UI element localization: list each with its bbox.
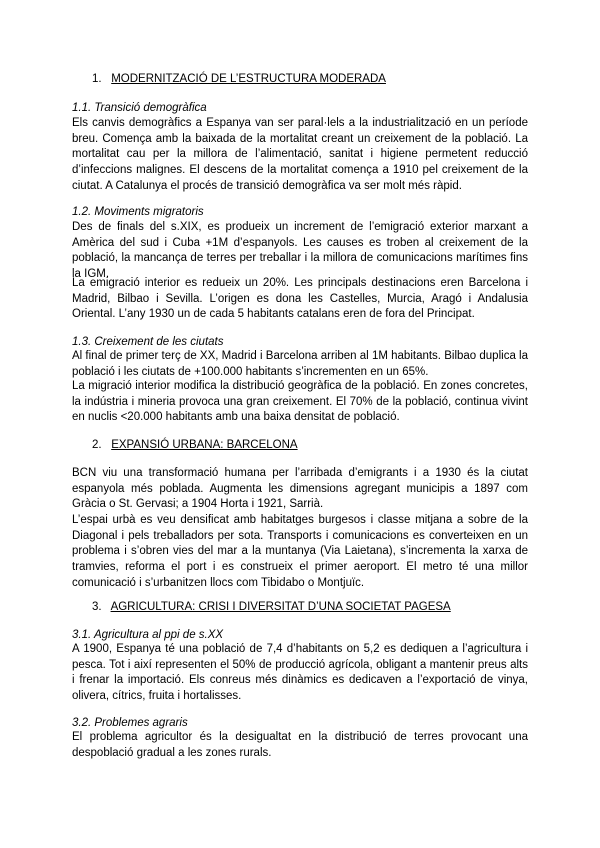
paragraph: Al final de primer terç de XX, Madrid i Barcelona arriben al 1M habitants. Bilbao duplica la població i les ciutats de +100.000 habitants s’incrementen en un 65%. <box>72 350 528 378</box>
section-number: 2. <box>92 439 102 451</box>
paragraph: La emigració interior es redueix un 20%. Les principals destinacions eren Barcelona i Madrid, Bilbao i Sevilla. L’origen es dona les Castelles, Murcia, Aragó i Andalusia Oriental. L’any 1930 un de cada 5 habitants catalans eren de fora del Principat. <box>72 277 528 321</box>
section-title: AGRICULTURA: CRISI I DIVERSITAT D’UNA SOCIETAT PAGESA <box>110 601 451 613</box>
section-title: MODERNITZACIÓ DE L’ESTRUCTURA MODERADA <box>111 73 386 85</box>
section-number: 3. <box>92 601 102 613</box>
subheading-3-1: 3.1. Agricultura al ppi de s.XX <box>72 629 224 641</box>
section-heading-2 <box>92 438 298 452</box>
paragraph: Els canvis demogràfics a Espanya van ser paral·lels a la industrialització en un període breu. Comença amb la baixada de la mortalitat creant un creixement de la població. La mortalitat cau per la millora de l’alimentació, sanitat i higiene permetent reducció d’infeccions malignes. El descens de la mortalitat comença a 1910 pel creixement de la ciutat. A Catalunya el procés de transició demogràfica va ser molt més ràpid. <box>72 117 528 192</box>
subheading-1-3: 1.3. Creixement de les ciutats <box>72 336 224 348</box>
paragraph: A 1900, Espanya té una població de 7,4 d’habitants on 5,2 es dediquen a l’agricultura i pesca. Tot i així representen el 50% de producció agrícola, obligant a mantenir preus alts i frenar la importació. Els conreus més dinàmics es dedicaven a l’exportació de vinya, olivera, cítrics, fruita i hortalisses. <box>72 643 528 703</box>
paragraph: L’espai urbà es veu densificat amb habitatges burgesos i classe mitjana a sobre de la Diagonal i pels treballadors per sota. Transports i comunicacions es converteixen en un problema i s’obren vies del mar a la muntanya (Via Laietana), s’incrementa la xarxa de tramvies, reforma el port i es construeix el primer aeroport. El metro té una millor comunicació i s’urbanitzen llocs com Tibidabo o Montjuïc. <box>72 514 528 589</box>
paragraph: Des de finals del s.XIX, es produeix un increment de l’emigració exterior marxant a Amèrica del sud i Cuba +1M d’espanyols. Les causes es troben al creixement de la població, la mancança de terres per treballar i la millora de comunicacions marítimes fins la IGM. <box>72 221 528 281</box>
paragraph: La migració interior modifica la distribució geogràfica de la població. En zones concretes, la indústria i mineria provoca una gran creixement. El 70% de la població, continua vivint en nuclis <20.000 habitants amb una baixa densitat de població. <box>72 380 528 424</box>
subheading-3-2: 3.2. Problemes agraris <box>72 717 188 729</box>
subheading-1-1: 1.1. Transició demogràfica <box>72 102 207 114</box>
paragraph: El problema agricultor és la desigualtat en la distribució de terres provocant una despoblació gradual a les zones rurals. <box>72 731 528 759</box>
section-heading-3 <box>92 600 451 614</box>
section-heading-1 <box>92 72 386 86</box>
subheading-1-2: 1.2. Moviments migratoris <box>72 206 204 218</box>
paragraph: BCN viu una transformació humana per l’arribada d’emigrants i a 1930 és la ciutat espanyola més poblada. Augmenta les dimensions agregant municipis a 1897 com Gràcia o St. Gervasi; a 1904 Horta i 1921, Sarrià. <box>72 467 528 511</box>
section-title: EXPANSIÓ URBANA: BARCELONA <box>111 439 298 451</box>
section-number: 1. <box>92 73 102 85</box>
